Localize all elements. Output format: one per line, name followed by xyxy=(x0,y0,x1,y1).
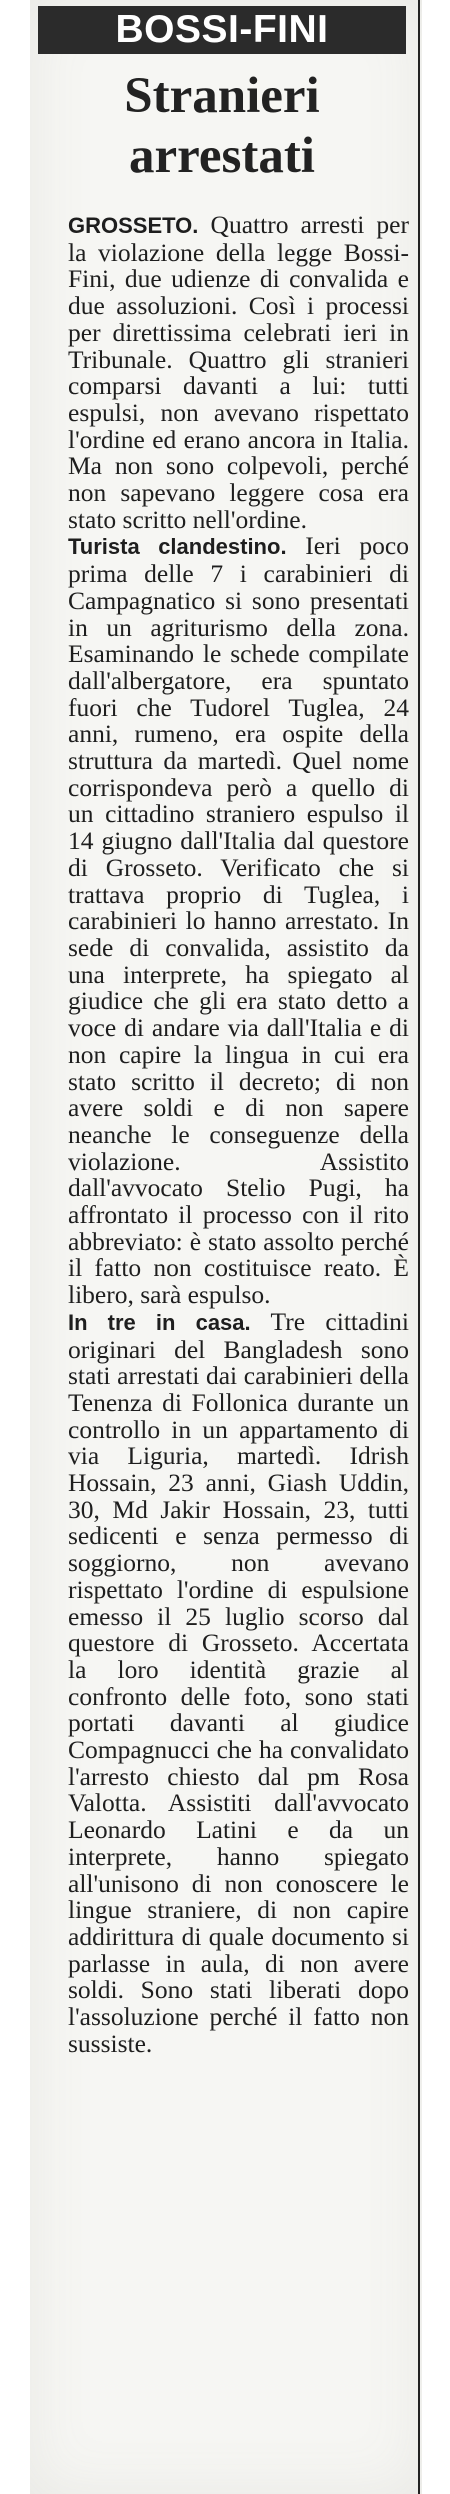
column-rule xyxy=(418,0,420,2494)
headline-line-2: arrestati xyxy=(129,128,315,184)
headline-line-1: Stranieri xyxy=(124,68,320,124)
paragraph-grosseto xyxy=(68,212,409,533)
article-body xyxy=(68,212,409,2058)
paragraph-text: Quattro arresti per la violazione della legge Bossi-Fini, due udienze di convalida e due assoluzioni. Così i processi per direttissima celebrati ieri in Tribunale. Quattro gli stranieri comparsi davanti a lui: tutti espulsi, non avevano rispettato l'ordine ed erano ancora in Italia. Ma non sono colpevoli, perché non sapevano leggere cosa era stato scritto nell'ordine. xyxy=(68,210,409,534)
paragraph-in-tre-in-casa xyxy=(68,1306,409,2058)
paragraph-lead: In tre in casa. xyxy=(68,1309,251,1335)
paragraph-turista-clandestino xyxy=(68,533,409,1308)
paragraph-lead: Turista clandestino. xyxy=(68,534,287,560)
paragraph-text: Ieri poco prima delle 7 i carabinieri di Campagnatico si sono presentati in un agriturismo della zona. Esaminando le schede compilate dall'albergatore, era spuntato fuori che Tudorel Tuglea, 24 anni, rumeno, era ospite della struttura da martedì. Quel nome corrispondeva però a quello di un cittadino straniero espulso il 14 giugno dall'Italia dal questore di Grosseto. Verificato che si trattava proprio di Tuglea, i carabinieri lo hanno arrestato. In sede di convalida, assistito da una interprete, ha spiegato al giudice che gli era stato detto a voce di andare via dall'Italia e di non capire la lingua in cui era stato scritto il decreto; di non avere soldi e di non sapere neanche le conseguenze della violazione. Assistito dall'avvocato Stelio Pugi, ha affrontato il processo con il rito abbreviato: è stato assolto perché il fatto non costituisce reato. È libero, sarà espulso. xyxy=(68,531,409,1310)
headline xyxy=(38,66,406,186)
paragraph-text: Tre cittadini originari del Bangladesh sono stati arrestati dai carabinieri della Tenenza di Follonica durante un controllo in un appartamento di via Liguria, martedì. Idrish Hossain, 23 anni, Giash Uddin, 30, Md Jakir Hossain, 23, tutti sedicenti e senza permesso di soggiorno, non avevano rispettato l'ordine di espulsione emesso il 25 luglio scorso dal questore di Grosseto. Accertata la loro identità grazie al confronto delle foto, sono stati portati davanti al giudice Compagnucci che ha convalidato l'arresto chiesto dal pm Rosa Valotta. Assistiti dall'avvocato Leonardo Latini e da un interprete, hanno spiegato all'unisono di non conoscere le lingue straniere, di non capire addirittura di quale documento si parlasse in aula, di non avere soldi. Sono stati liberati dopo l'assoluzione perché il fatto non sussiste. xyxy=(68,1306,409,2058)
paragraph-lead: GROSSETO. xyxy=(68,213,199,238)
section-kicker: BOSSI-FINI xyxy=(38,6,406,54)
